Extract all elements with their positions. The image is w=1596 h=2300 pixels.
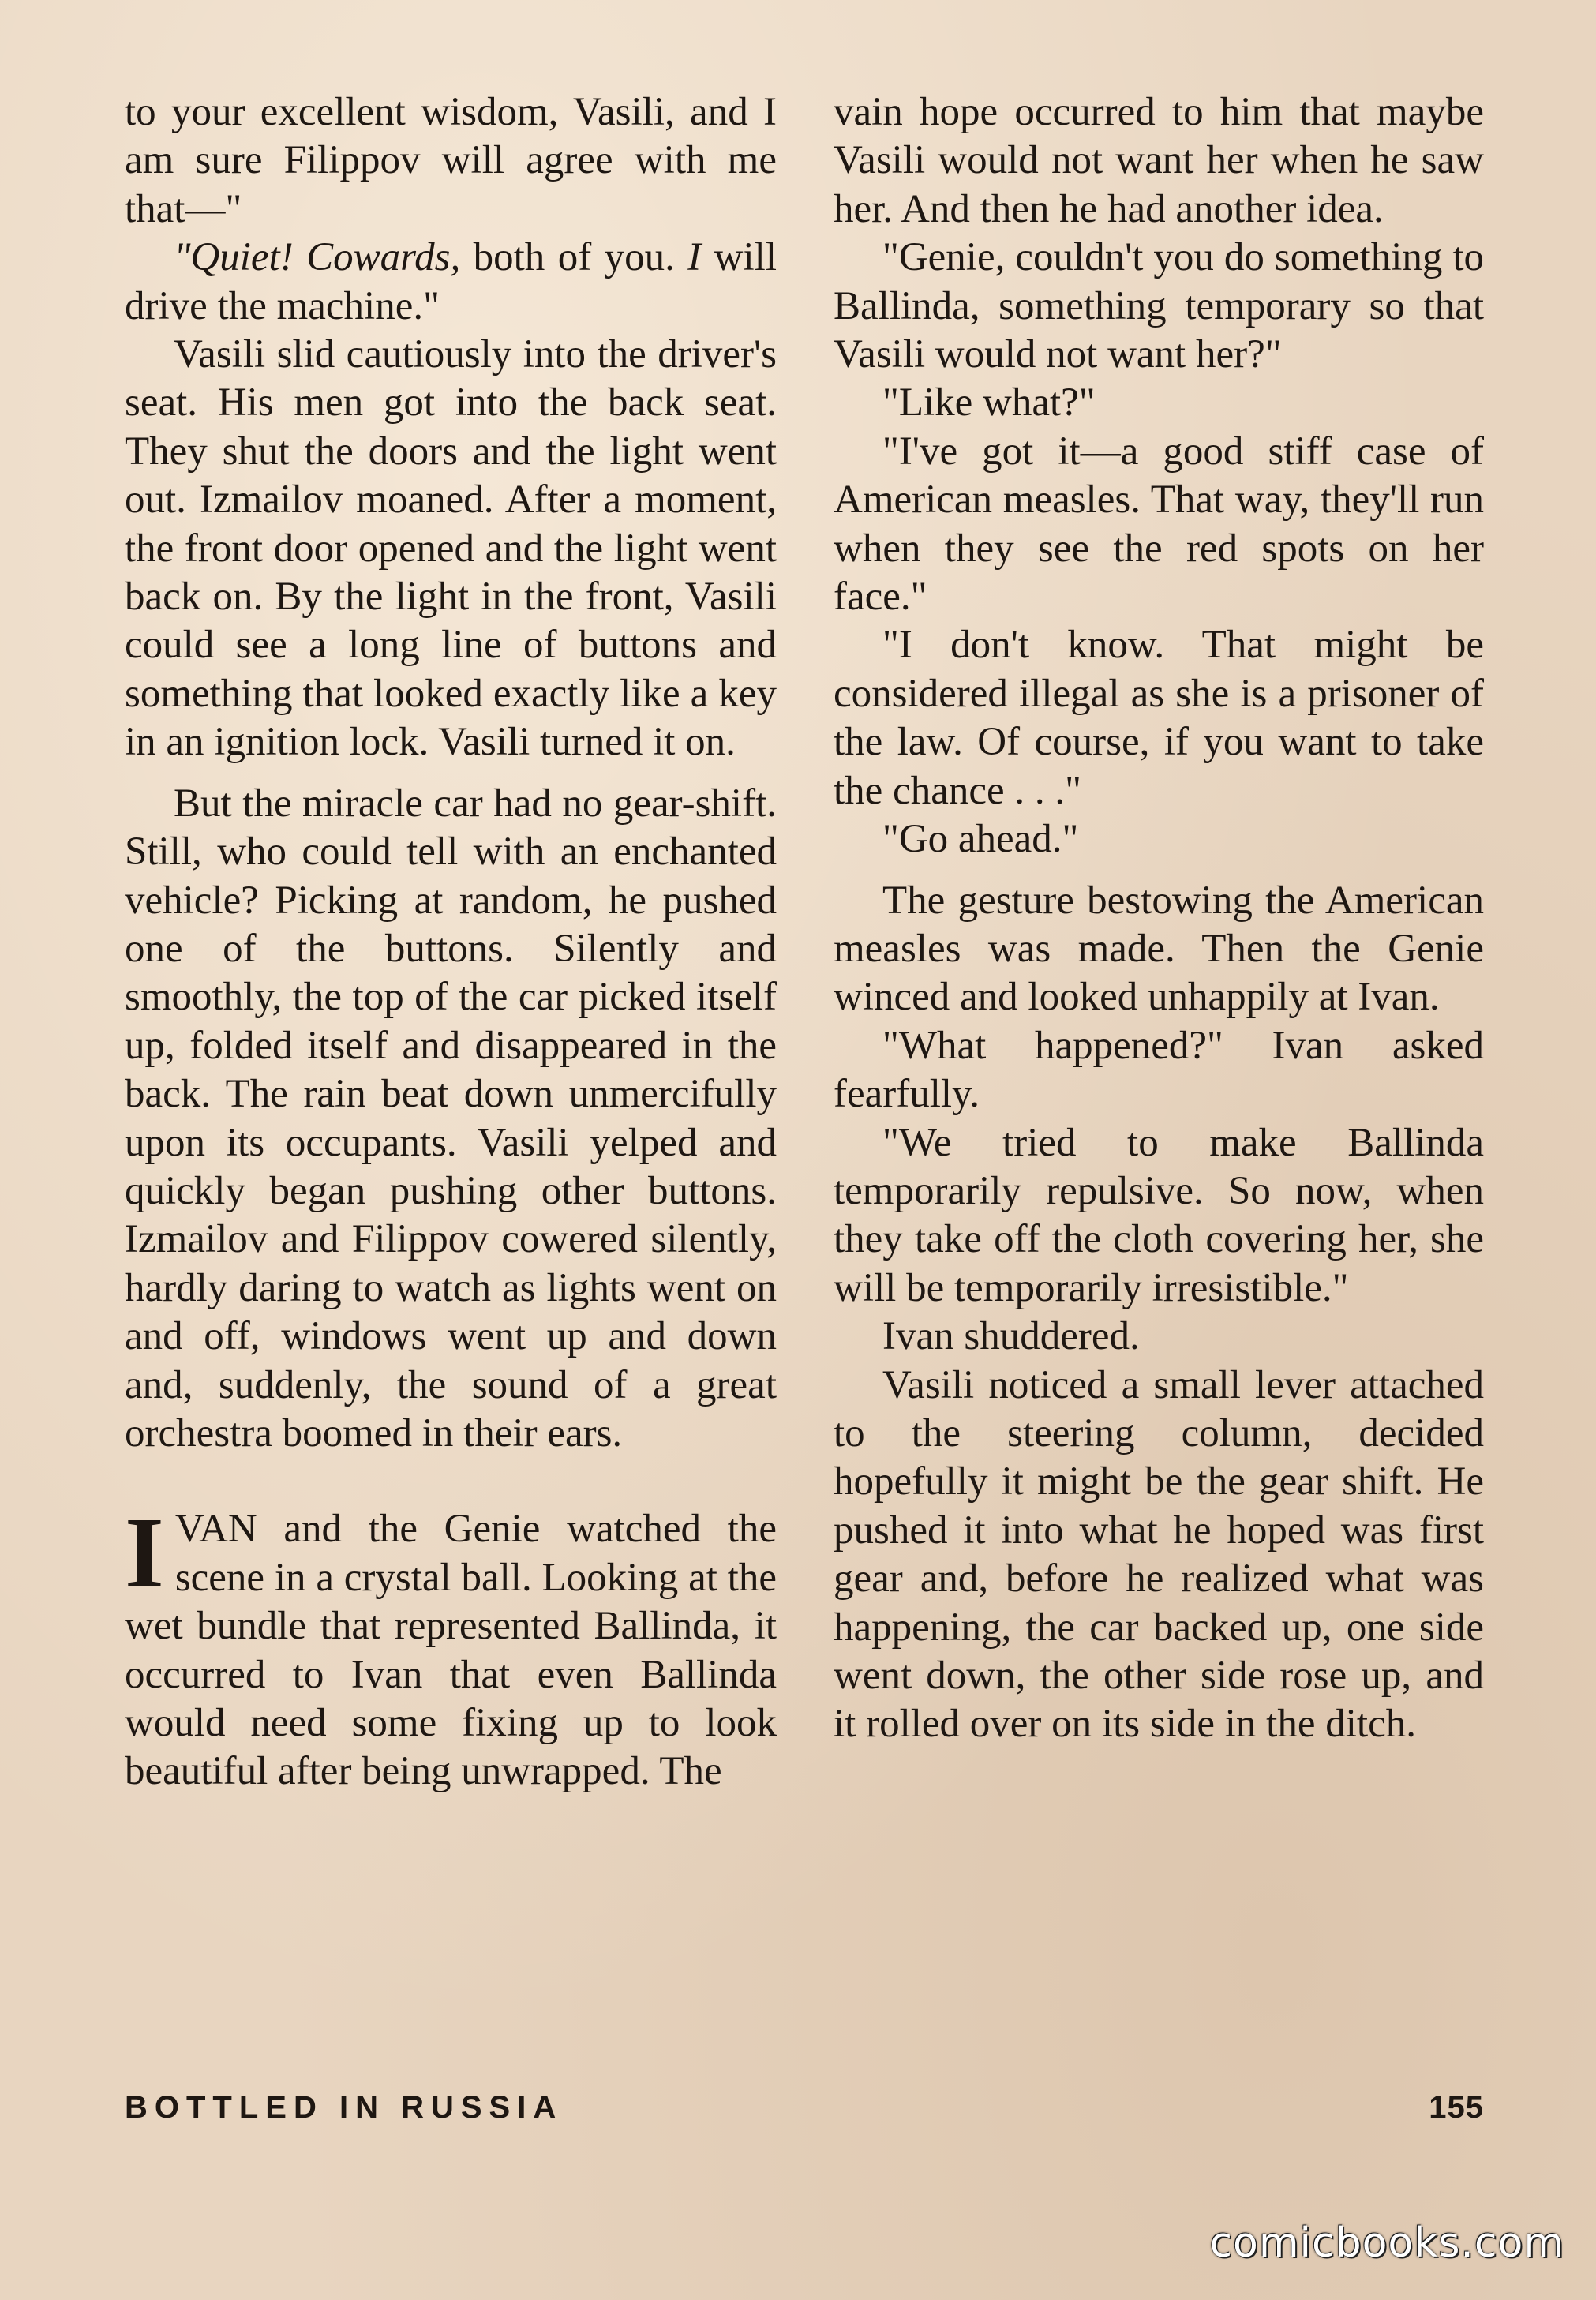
- paragraph: "I don't know. That might be considered illegal as she is a prisoner of the law. Of course, if you want to take the chance . . .": [834, 623, 1484, 813]
- paragraph: "I've got it—a good stiff case of American measles. That way, they'll run when they see the red spots on her face.": [834, 429, 1484, 620]
- text-run: and the Genie watched the scene in a crystal ball. Looking at the wet bundle that represented Ballinda, it occurred to Ivan that even Ballinda would need some fixing up to look beautiful after being unwrapped. The: [125, 1507, 777, 1794]
- paragraph: Vasili noticed a small lever attached to the steering column, decided hopefully it might be the gear shift. He pushed it into what he hoped was first gear and, before he realized what was happening, the car backed up, one side went down, the other side rose up, and it rolled over on its side in the ditch.: [834, 1362, 1484, 1747]
- paragraph: Ivan shuddered.: [882, 1314, 1140, 1359]
- watermark: comicbooks.com: [1209, 2219, 1564, 2267]
- left-column: [125, 88, 777, 1796]
- paragraph: "We tried to make Ballinda temporarily repulsive. So now, when they take off the cloth covering her, she will be temporarily irresistible.": [834, 1120, 1484, 1310]
- text-run: will drive the machine.": [125, 235, 777, 328]
- paragraph: "Genie, couldn't you do something to Ballinda, something temporary so that Vasili would not want her?": [834, 235, 1484, 377]
- paragraph: [125, 234, 777, 331]
- paragraph: The gesture bestowing the American measles was made. Then the Genie winced and looked unhappily at Ivan.: [834, 878, 1484, 1020]
- paragraph: Vasili slid cautiously into the driver's seat. His men got into the back seat. They shut the doors and the light went out. Izmailov moaned. After a moment, the front door opened and the light went back on. By the light in the front, Vasili could see a long line of buttons and something that looked exactly like a key in an ignition lock. Vasili turned it on.: [125, 332, 777, 765]
- page-number: 155: [1429, 2090, 1484, 2125]
- small-caps-lead: VAN: [174, 1507, 257, 1552]
- right-column: [834, 88, 1484, 1749]
- text-run: both of you.: [460, 235, 688, 280]
- paragraph: to your excellent wisdom, Vasili, and I am sure Filippov will agree with me that—": [125, 90, 777, 231]
- drop-cap: I: [125, 1496, 164, 1609]
- paragraph: But the miracle car had no gear-shift. Still, who could tell with an enchanted vehicle? Picking at random, he pushed one of the buttons. Silently and smoothly, the top of the car picked itself up, folded itself and disappeared in the back. The rain beat down unmercifully upon its occupants. Vasili yelped and quickly began pushing other buttons. Izmailov and Filippov cowered silently, hardly daring to watch as lights went on and off, windows went up and down and, suddenly, the sound of a great orchestra boomed in their ears.: [125, 781, 777, 1455]
- paragraph: "Go ahead.": [882, 817, 1079, 862]
- paragraph: vain hope occurred to him that maybe Vasili would not want her when he saw her. And then he had another idea.: [834, 90, 1484, 231]
- italic-text: I: [687, 235, 702, 280]
- page-footer: [125, 2090, 1484, 2126]
- paragraph: "Like what?": [882, 380, 1096, 425]
- paragraph: "What happened?" Ivan asked fearfully.: [834, 1023, 1484, 1117]
- running-title: BOTTLED IN RUSSIA: [125, 2090, 564, 2125]
- section-start-paragraph: [125, 1496, 777, 1796]
- italic-text: "Quiet! Cowards,: [174, 235, 461, 280]
